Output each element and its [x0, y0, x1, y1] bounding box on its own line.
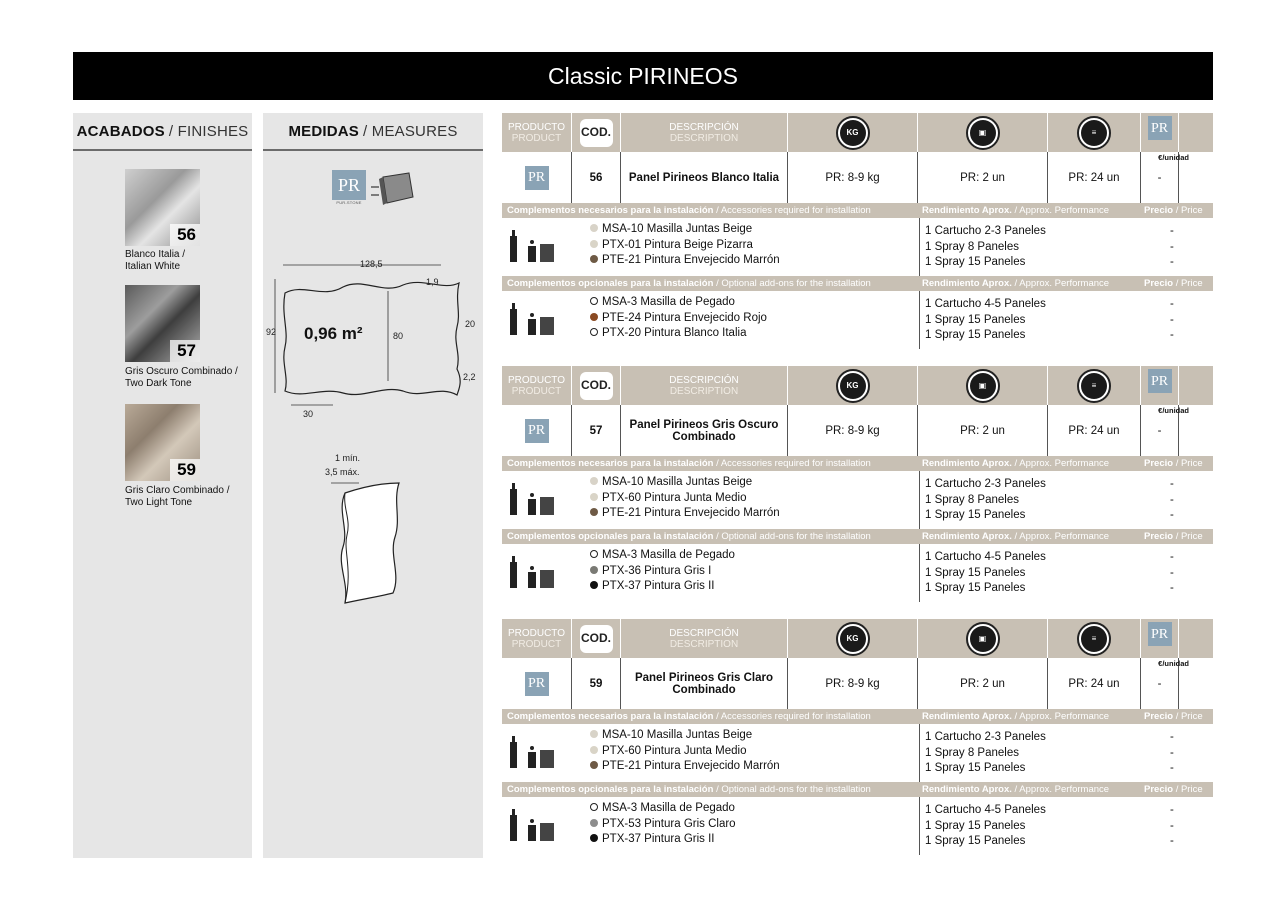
- cartridge-spray-icon: [506, 301, 558, 339]
- price-value: -: [1141, 405, 1179, 456]
- optional-bar: Complementos opcionales para la instalación / Optional add-ons for the installation Rendimiento Aprox. / Approx. Performance Precio / Price: [502, 276, 1213, 291]
- eur-unit-label: €/unidad: [1158, 406, 1189, 415]
- price-value: -: [1141, 658, 1179, 709]
- product-code: 56: [572, 152, 621, 203]
- measures-column: [263, 113, 483, 858]
- finish-swatch-56: [125, 169, 200, 246]
- inner-height-dim: 80: [393, 331, 404, 341]
- finishes-head-bold: ACABADOS: [76, 122, 165, 140]
- page-title: [73, 52, 1213, 100]
- required-bar: Complementos necesarios para la instalación / Accessories required for installation Rendimiento Aprox. / Approx. Performance Precio / Price: [502, 709, 1213, 724]
- finish-code: 56: [177, 225, 196, 244]
- box-icon: ▣: [966, 369, 1000, 403]
- edge-top-dim: 1,9: [426, 277, 439, 287]
- panel-front-diagram: [263, 253, 483, 433]
- title-strong: PIRINEOS: [628, 62, 739, 89]
- area-label: 0,96 m²: [304, 324, 363, 343]
- pr-logo-row: PR: [525, 166, 549, 190]
- edge-offset-dim: 2,2: [463, 372, 476, 382]
- pr-logo-row: PR: [525, 672, 549, 696]
- edge-right-dim: 20: [465, 319, 476, 329]
- table-header: PRODUCTO PRODUCT COD. DESCRIPCIÓN DESCRIPTION KG ▣ ≡ PR: [502, 113, 1213, 152]
- finish-label-59: Gris Claro Combinado / Two Light Tone: [125, 485, 230, 508]
- title-light: Classic: [547, 62, 623, 89]
- optional-bar: Complementos opcionales para la instalación / Optional add-ons for the installation Rendimiento Aprox. / Approx. Performance Precio / Price: [502, 782, 1213, 797]
- measures-header: [263, 113, 483, 151]
- finishes-head-rest: / FINISHES: [168, 122, 249, 140]
- weight-icon: KG: [836, 622, 870, 656]
- table-header: PRODUCTO PRODUCT COD. DESCRIPCIÓN DESCRIPTION KG ▣ ≡ PR: [502, 619, 1213, 658]
- finish-code: 57: [177, 341, 196, 360]
- box-value: PR: 2 un: [918, 658, 1048, 709]
- height-dim: 92: [266, 327, 277, 337]
- eur-unit-label: €/unidad: [1158, 659, 1189, 668]
- cod-header: COD.: [580, 119, 613, 147]
- optional-complements: MSA-3 Masilla de Pegado PTX-53 Pintura Gris Claro PTX-37 Pintura Gris II 1 Cartucho 4-5 Paneles 1 Spray 15 Paneles 1 Spray 15 Paneles - - -: [502, 797, 1213, 855]
- pr-logo-row: PR: [525, 419, 549, 443]
- pallet-value: PR: 24 un: [1048, 658, 1141, 709]
- panel-stack-icon: [369, 171, 415, 207]
- cartridge-spray-icon: [506, 228, 558, 266]
- weight-value: PR: 8-9 kg: [788, 152, 918, 203]
- finishes-header: [73, 113, 252, 151]
- product-row: PR 57 Panel Pirineos Gris Oscuro Combinado PR: 8-9 kg PR: 2 un PR: 24 un - €/unidad: [502, 405, 1213, 456]
- product-block-59: [502, 619, 1213, 855]
- bottom-dim: 30: [303, 409, 314, 419]
- product-row: PR 59 Panel Pirineos Gris Claro Combinado PR: 8-9 kg PR: 2 un PR: 24 un - €/unidad: [502, 658, 1213, 709]
- min-thickness: 1 mín.: [335, 453, 361, 463]
- measures-head-bold: MEDIDAS: [288, 122, 360, 140]
- pr-logo-small: PR: [1148, 622, 1172, 646]
- box-value: PR: 2 un: [918, 405, 1048, 456]
- product-row: PR 56 Panel Pirineos Blanco Italia PR: 8-9 kg PR: 2 un PR: 24 un - €/unidad: [502, 152, 1213, 203]
- width-dim: 128,5: [360, 259, 383, 269]
- weight-value: PR: 8-9 kg: [788, 658, 918, 709]
- cartridge-spray-icon: [506, 734, 558, 772]
- pallet-icon: ≡: [1077, 116, 1111, 150]
- panel-profile-diagram: [323, 479, 413, 609]
- pr-logo-small: PR: [1148, 116, 1172, 140]
- finish-code: 59: [177, 460, 196, 479]
- weight-value: PR: 8-9 kg: [788, 405, 918, 456]
- box-icon: ▣: [966, 116, 1000, 150]
- cod-header: COD.: [580, 372, 613, 400]
- pr-logo: PR PUR-STONE: [332, 170, 366, 206]
- finish-label-57: Gris Oscuro Combinado / Two Dark Tone: [125, 366, 238, 389]
- eur-unit-label: €/unidad: [1158, 153, 1189, 162]
- product-code: 59: [572, 658, 621, 709]
- table-header: PRODUCTO PRODUCT COD. DESCRIPCIÓN DESCRIPTION KG ▣ ≡ PR: [502, 366, 1213, 405]
- required-bar: Complementos necesarios para la instalación / Accessories required for installation Rendimiento Aprox. / Approx. Performance Precio / Price: [502, 203, 1213, 218]
- pallet-value: PR: 24 un: [1048, 405, 1141, 456]
- pallet-icon: ≡: [1077, 622, 1111, 656]
- measures-head-rest: / MEASURES: [363, 122, 458, 140]
- finishes-column: [73, 113, 252, 858]
- required-bar: Complementos necesarios para la instalación / Accessories required for installation Rendimiento Aprox. / Approx. Performance Precio / Price: [502, 456, 1213, 471]
- finish-swatch-57: [125, 285, 200, 362]
- required-complements: MSA-10 Masilla Juntas Beige PTX-60 Pintura Junta Medio PTE-21 Pintura Envejecido Marrón 1 Cartucho 2-3 Paneles 1 Spray 8 Paneles 1 Spray 15 Paneles - - -: [502, 724, 1213, 782]
- required-complements: MSA-10 Masilla Juntas Beige PTX-01 Pintura Beige Pizarra PTE-21 Pintura Envejecido Marrón 1 Cartucho 2-3 Paneles 1 Spray 8 Paneles 1 Spray 15 Paneles - - -: [502, 218, 1213, 276]
- optional-complements: MSA-3 Masilla de Pegado PTX-36 Pintura Gris I PTX-37 Pintura Gris II 1 Cartucho 4-5 Paneles 1 Spray 15 Paneles 1 Spray 15 Paneles - - -: [502, 544, 1213, 602]
- optional-complements: MSA-3 Masilla de Pegado PTE-24 Pintura Envejecido Rojo PTX-20 Pintura Blanco Italia 1 Cartucho 4-5 Paneles 1 Spray 15 Paneles 1 Spray 15 Paneles - - -: [502, 291, 1213, 349]
- cartridge-spray-icon: [506, 481, 558, 519]
- pallet-icon: ≡: [1077, 369, 1111, 403]
- weight-icon: KG: [836, 116, 870, 150]
- box-value: PR: 2 un: [918, 152, 1048, 203]
- required-complements: MSA-10 Masilla Juntas Beige PTX-60 Pintura Junta Medio PTE-21 Pintura Envejecido Marrón 1 Cartucho 2-3 Paneles 1 Spray 8 Paneles 1 Spray 15 Paneles - - -: [502, 471, 1213, 529]
- product-block-57: [502, 366, 1213, 602]
- max-thickness: 3,5 máx.: [325, 467, 360, 477]
- pallet-value: PR: 24 un: [1048, 152, 1141, 203]
- box-icon: ▣: [966, 622, 1000, 656]
- price-value: -: [1141, 152, 1179, 203]
- cod-header: COD.: [580, 625, 613, 653]
- product-code: 57: [572, 405, 621, 456]
- cartridge-spray-icon: [506, 807, 558, 845]
- weight-icon: KG: [836, 369, 870, 403]
- cartridge-spray-icon: [506, 554, 558, 592]
- finish-swatch-59: [125, 404, 200, 481]
- optional-bar: Complementos opcionales para la instalación / Optional add-ons for the installation Rendimiento Aprox. / Approx. Performance Precio / Price: [502, 529, 1213, 544]
- finish-label-56: Blanco Italia / Italian White: [125, 249, 186, 272]
- pr-logo-small: PR: [1148, 369, 1172, 393]
- product-block-56: [502, 113, 1213, 349]
